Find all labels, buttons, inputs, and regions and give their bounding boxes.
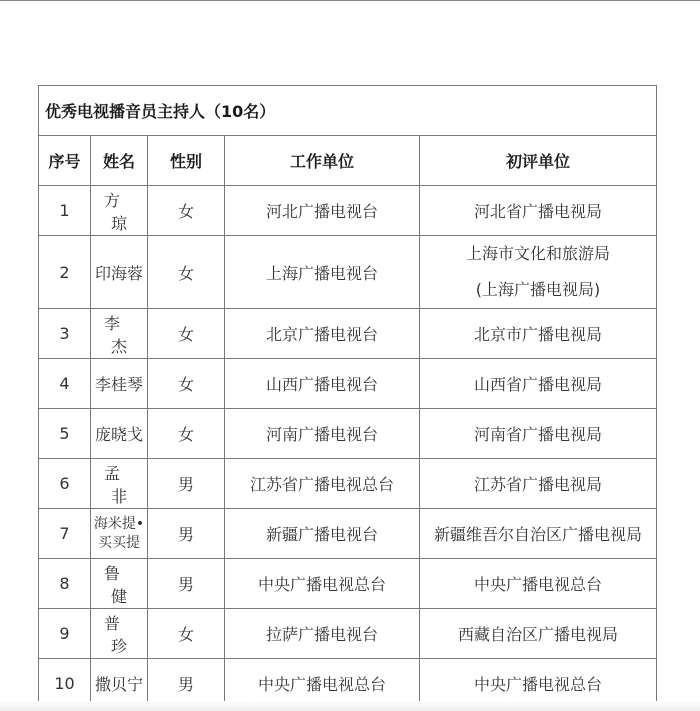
cell-review-unit: 中央广播电视总台 [420,659,657,709]
table-row [39,459,657,509]
cell-review-unit: 山西省广播电视局 [420,359,657,409]
cell-index: 9 [39,609,91,659]
cell-name: 印海蓉 [91,236,148,309]
cell-index: 4 [39,359,91,409]
table-title: 优秀电视播音员主持人（10名） [39,86,657,136]
table-row [39,359,657,409]
cell-review-unit: 中央广播电视总台 [420,559,657,609]
header-gender: 性别 [148,136,225,186]
table-row [39,559,657,609]
cell-gender: 女 [148,236,225,309]
cell-index: 7 [39,509,91,559]
page-bottom-shade [0,701,700,711]
cell-name [91,309,148,359]
cell-gender: 男 [148,459,225,509]
review-unit-line-1: 上海市文化和旅游局 [466,244,611,263]
table-row [39,236,657,309]
cell-gender: 女 [148,309,225,359]
header-work-unit: 工作单位 [225,136,420,186]
cell-index: 3 [39,309,91,359]
cell-work-unit: 山西广播电视台 [225,359,420,409]
cell-review-unit: 新疆维吾尔自治区广播电视局 [420,509,657,559]
honoree-table [38,85,657,709]
header-name: 姓名 [91,136,148,186]
cell-gender: 男 [148,509,225,559]
name-text: 鲁健 [103,563,141,606]
name-line-2: 买买提 [98,534,140,551]
cell-work-unit: 中央广播电视总台 [225,559,420,609]
cell-name [91,559,148,609]
name-line-1: 海米提• [93,515,145,532]
cell-gender: 女 [148,609,225,659]
name-text: 普珍 [103,613,141,656]
header-review-unit: 初评单位 [420,136,657,186]
cell-index: 6 [39,459,91,509]
cell-work-unit: 河南广播电视台 [225,409,420,459]
table-header-row [39,136,657,186]
cell-name: 李桂琴 [91,359,148,409]
cell-index: 5 [39,409,91,459]
cell-review-unit: 江苏省广播电视局 [420,459,657,509]
cell-work-unit: 河北广播电视台 [225,186,420,236]
cell-name: 撒贝宁 [91,659,148,709]
table-row [39,309,657,359]
top-rule [0,0,700,1]
cell-gender: 女 [148,409,225,459]
cell-index: 1 [39,186,91,236]
review-unit-line-2: (上海广播电视局) [475,280,601,299]
name-text: 方琼 [103,190,141,233]
header-index: 序号 [39,136,91,186]
cell-name [91,459,148,509]
cell-review-unit: 河南省广播电视局 [420,409,657,459]
cell-work-unit: 江苏省广播电视总台 [225,459,420,509]
name-text: 孟非 [103,463,141,506]
cell-work-unit: 新疆广播电视台 [225,509,420,559]
cell-name [91,509,148,559]
cell-index: 8 [39,559,91,609]
cell-name [91,186,148,236]
cell-review-unit: 西藏自治区广播电视局 [420,609,657,659]
cell-review-unit: 河北省广播电视局 [420,186,657,236]
cell-gender: 男 [148,559,225,609]
cell-work-unit: 上海广播电视台 [225,236,420,309]
cell-index: 10 [39,659,91,709]
cell-name: 庞晓戈 [91,409,148,459]
table-row [39,509,657,559]
cell-gender: 男 [148,659,225,709]
cell-work-unit: 拉萨广播电视台 [225,609,420,659]
table-row [39,409,657,459]
table-row [39,609,657,659]
table-row [39,186,657,236]
cell-review-unit: 北京市广播电视局 [420,309,657,359]
cell-name [91,609,148,659]
table-title-row [39,86,657,136]
cell-index: 2 [39,236,91,309]
cell-work-unit: 中央广播电视总台 [225,659,420,709]
cell-work-unit: 北京广播电视台 [225,309,420,359]
cell-gender: 女 [148,359,225,409]
cell-review-unit [420,236,657,309]
cell-gender: 女 [148,186,225,236]
name-text: 李杰 [103,313,141,356]
